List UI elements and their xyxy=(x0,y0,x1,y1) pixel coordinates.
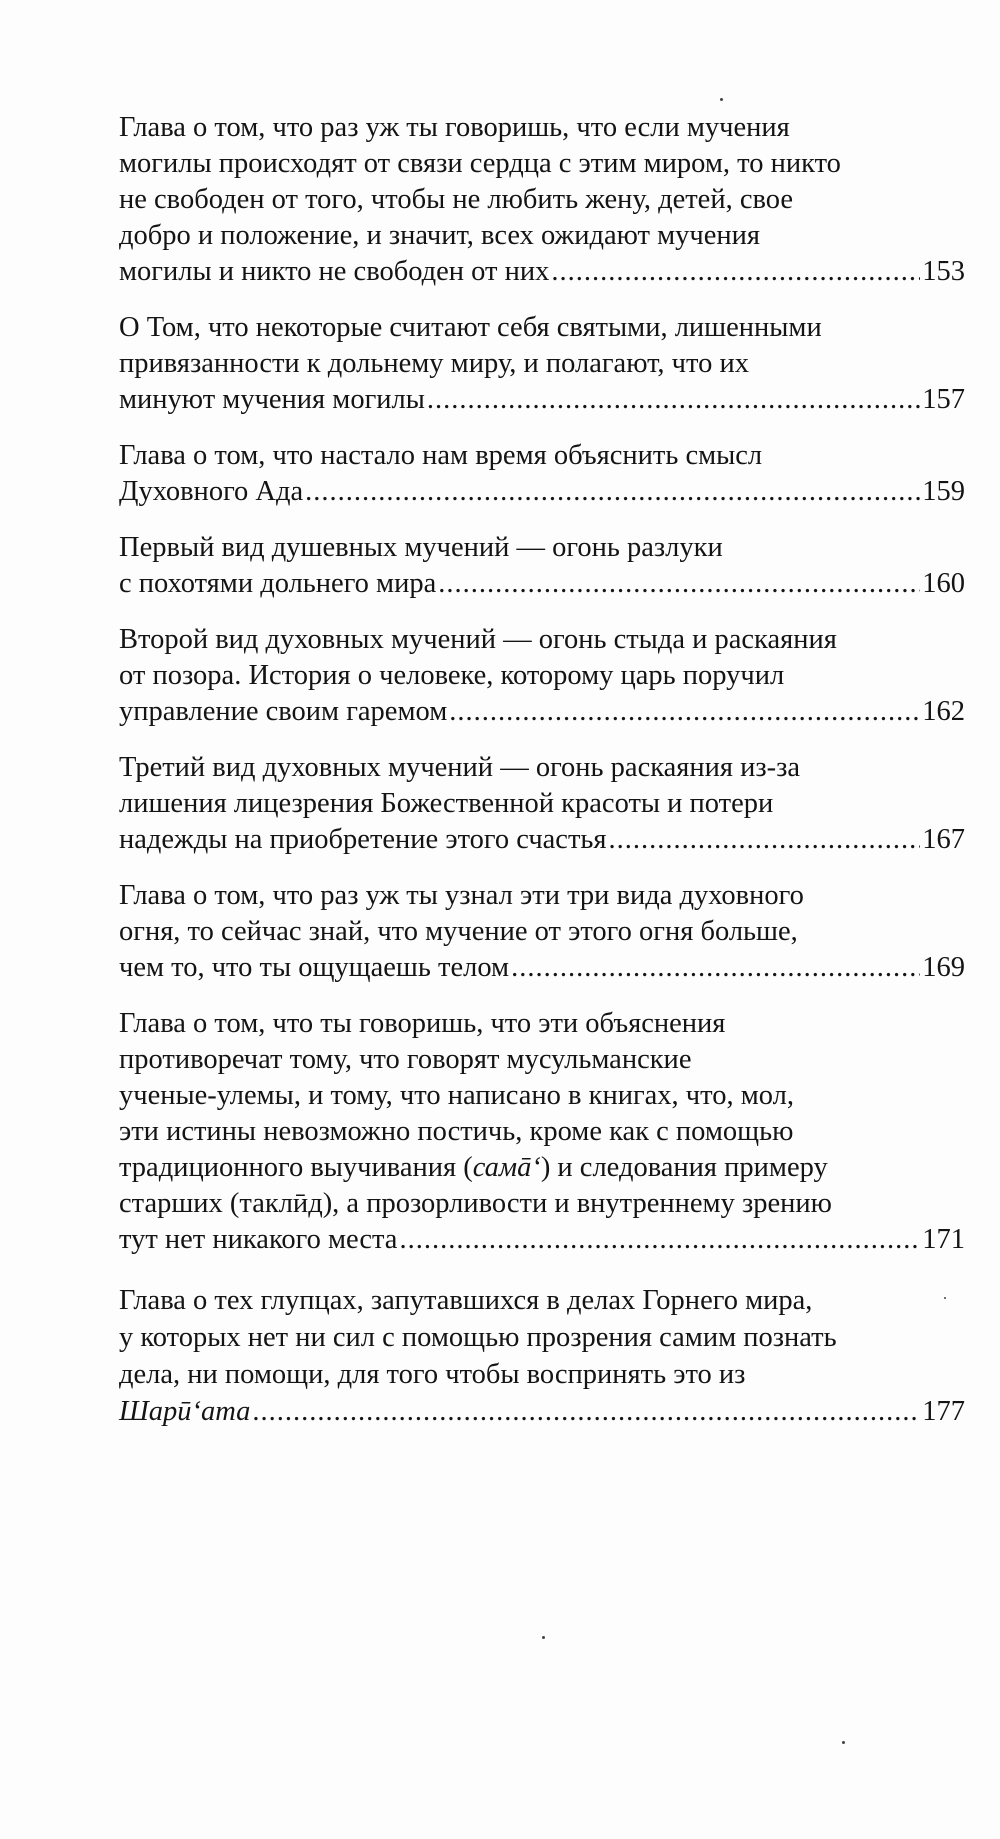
page-number: 171 xyxy=(922,1224,965,1255)
toc-entry-leader-line xyxy=(119,382,965,418)
toc-entry-leader-line xyxy=(119,822,965,858)
page-number: 169 xyxy=(922,952,965,983)
toc-entry-text: от позора. История о человеке, которому царь поручил xyxy=(119,660,785,691)
toc-entry-text: ) и следования примеру xyxy=(540,1152,828,1183)
toc-entry-text: Второй вид духовных мучений — огонь стыда и раскаяния xyxy=(119,624,837,655)
toc-entry-text: ученые-улемы, и тому, что написано в книгах, что, мол, xyxy=(119,1080,794,1111)
page-number: 177 xyxy=(922,1396,965,1427)
page-number: 159 xyxy=(922,476,965,507)
toc-entry-text: лишения лицезрения Божественной красоты и потери xyxy=(119,788,774,819)
dot-leader xyxy=(511,950,920,986)
print-speck xyxy=(842,1741,845,1744)
toc-entry-text: дела, ни помощи, для того чтобы воспринять это из xyxy=(119,1359,746,1390)
toc-entry-text: противоречат тому, что говорят мусульманские xyxy=(119,1044,692,1075)
toc-entry-leader-line xyxy=(119,254,965,290)
dot-leader xyxy=(399,1222,920,1258)
print-speck xyxy=(542,1636,545,1639)
dot-leader xyxy=(427,382,920,418)
toc-entry-text: огня, то сейчас знай, что мучение от этого огня больше, xyxy=(119,916,798,947)
toc-entry-text: привязанности к дольнему миру, и полагают, что их xyxy=(119,348,749,379)
toc-entry-text: старших (таклӣд), а прозорливости и внутреннему зрению xyxy=(119,1188,832,1219)
dot-leader xyxy=(305,474,920,510)
toc-entry-text: могилы происходят от связи сердца с этим миром, то никто xyxy=(119,148,841,179)
toc-entry xyxy=(119,622,965,730)
toc-entry-text: Глава о тех глупцах, запутавшихся в делах Горнего мира, xyxy=(119,1285,813,1316)
toc-entry-text: эти истины невозможно постичь, кроме как с помощью xyxy=(119,1116,794,1147)
toc-entry-text: минуют мучения могилы xyxy=(119,384,425,415)
toc-entry-leader-line xyxy=(119,694,965,730)
toc-entry-text: не свободен от того, чтобы не любить жену, детей, свое xyxy=(119,184,793,215)
toc-entry-italic-term: самā‘ xyxy=(472,1152,541,1183)
toc-entry-text: Глава о том, что раз уж ты говоришь, что если мучения xyxy=(119,112,790,143)
toc-entry-text: Глава о том, что ты говоришь, что эти объяснения xyxy=(119,1008,726,1039)
toc-entry-leader-line xyxy=(119,474,965,510)
toc-entry-text: традиционного выучивания ( xyxy=(119,1152,473,1183)
toc-entry-italic-term: Шарӣ‘ата xyxy=(119,1396,251,1427)
toc-entry-text: Духовного Ада xyxy=(119,476,304,507)
toc-entry xyxy=(119,110,965,290)
page-number: 167 xyxy=(922,824,965,855)
dot-leader xyxy=(609,822,921,858)
table-of-contents xyxy=(119,110,965,1450)
toc-entry-text: Глава о том, что настало нам время объяснить смысл xyxy=(119,440,763,471)
dot-leader xyxy=(438,566,920,602)
toc-entry xyxy=(119,1282,965,1430)
toc-entry-text-mixed xyxy=(119,1150,965,1186)
toc-entry-text: с похотями дольнего мира xyxy=(119,568,437,599)
page-number: 157 xyxy=(922,384,965,415)
toc-entry-leader-line xyxy=(119,1393,965,1430)
print-speck xyxy=(944,1297,946,1299)
toc-entry xyxy=(119,438,965,510)
toc-entry-text: Глава о том, что раз уж ты узнал эти три вида духовного xyxy=(119,880,804,911)
toc-entry-text: тут нет никакого места xyxy=(119,1224,398,1255)
page-number: 153 xyxy=(922,256,965,287)
toc-entry-text: у которых нет ни сил с помощью прозрения самим познать xyxy=(119,1322,837,1353)
toc-entry-text: добро и положение, и значит, всех ожидают мучения xyxy=(119,220,760,251)
page-number: 162 xyxy=(922,696,965,727)
toc-entry-text: Первый вид душевных мучений — огонь разлуки xyxy=(119,532,723,563)
toc-entry-text: надежды на приобретение этого счастья xyxy=(119,824,607,855)
toc-entry-text: управление своим гаремом xyxy=(119,696,448,727)
toc-entry xyxy=(119,530,965,602)
toc-entry xyxy=(119,878,965,986)
toc-entry xyxy=(119,750,965,858)
toc-entry-text: чем то, что ты ощущаешь телом xyxy=(119,952,510,983)
toc-entry-leader-line xyxy=(119,1222,965,1258)
print-speck xyxy=(720,98,723,101)
dot-leader xyxy=(449,694,920,730)
dot-leader xyxy=(252,1393,920,1430)
toc-entry-leader-line xyxy=(119,566,965,602)
toc-entry-text: могилы и никто не свободен от них xyxy=(119,256,550,287)
page-number: 160 xyxy=(922,568,965,599)
toc-entry xyxy=(119,1006,965,1258)
toc-entry-text: Третий вид духовных мучений — огонь раскаяния из-за xyxy=(119,752,801,783)
dot-leader xyxy=(551,254,920,290)
toc-entry xyxy=(119,310,965,418)
toc-entry-text: О Том, что некоторые считают себя святыми, лишенными xyxy=(119,312,822,343)
toc-entry-leader-line xyxy=(119,950,965,986)
